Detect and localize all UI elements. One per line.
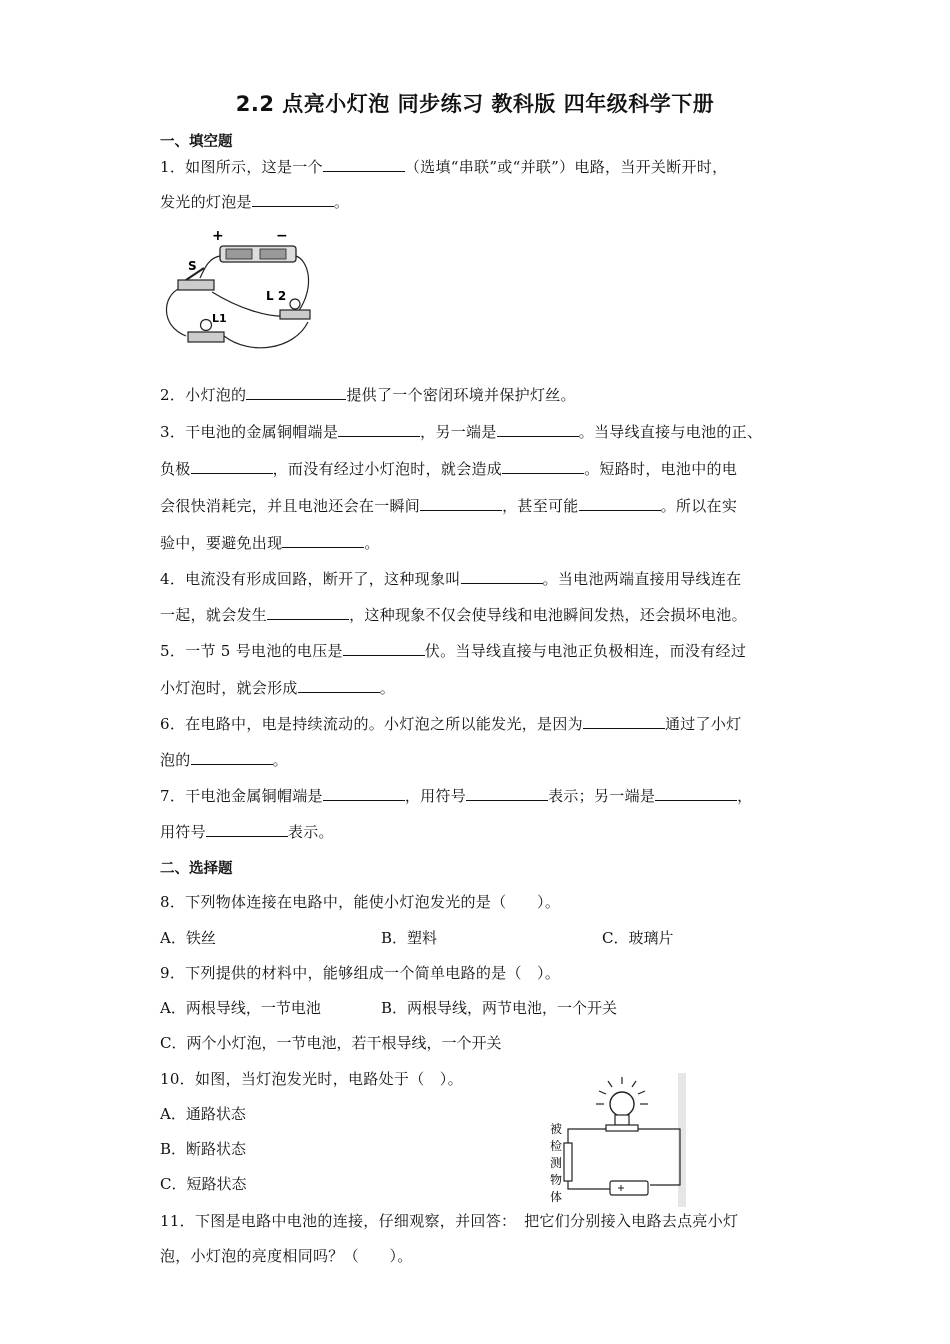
- bulb-holder-icon: [188, 332, 224, 342]
- q7-text: ，: [737, 787, 753, 805]
- answer-blank[interactable]: [191, 752, 273, 765]
- q9-option-b[interactable]: B．两根导线，两节电池，一个开关: [381, 999, 618, 1017]
- q2-text-b: 提供了一个密闭环境并保护灯丝。: [346, 386, 576, 404]
- q7-text: 表示。: [287, 823, 334, 841]
- question-1-line-1: [160, 156, 727, 177]
- minus-label: −: [276, 228, 288, 244]
- question-9-stem: 9．下列提供的材料中，能够组成一个简单电路的是（ ）。: [160, 964, 561, 982]
- tested-object-label: 检: [550, 1139, 563, 1153]
- q3-text: ，甚至可能: [502, 497, 579, 515]
- answer-blank[interactable]: [323, 159, 405, 172]
- bulb-l1-label: L1: [212, 312, 227, 325]
- answer-blank[interactable]: [343, 643, 425, 656]
- bulb-l1-icon: [201, 320, 212, 331]
- q5-text: 5．一节 5 号电池的电压是: [160, 642, 343, 660]
- answer-blank[interactable]: [420, 498, 502, 511]
- question-5-line-2: [160, 677, 395, 698]
- q7-text: ，用符号: [404, 787, 467, 805]
- q9-option-c[interactable]: C．两个小灯泡，一节电池，若干根导线，一个开关: [160, 1034, 502, 1052]
- section-heading-choice: 二、选择题: [160, 861, 233, 877]
- question-5-line-1: [160, 640, 746, 661]
- series-circuit-figure: [158, 226, 320, 354]
- answer-blank[interactable]: [502, 461, 584, 474]
- question-3-line-2: [160, 458, 737, 479]
- question-7-line-2: [160, 821, 334, 842]
- question-10-stem: 10．如图，当灯泡发光时，电路处于（ ）。: [160, 1070, 463, 1088]
- q4-text: 4．电流没有形成回路，断开了，这种现象叫: [160, 570, 461, 588]
- wire: [200, 256, 220, 278]
- q7-text: 表示；另一端是: [548, 787, 656, 805]
- answer-blank[interactable]: [323, 788, 405, 801]
- q1-text-c: 发光的灯泡是: [160, 193, 252, 211]
- q8-option-a[interactable]: A．铁丝: [160, 929, 216, 947]
- q3-text: 。所以在实: [660, 497, 738, 515]
- wire: [166, 288, 186, 336]
- bulb-socket-icon: [615, 1115, 629, 1125]
- q10-option-c[interactable]: C．短路状态: [160, 1175, 247, 1193]
- answer-blank[interactable]: [282, 535, 364, 548]
- bulb-l2-icon: [290, 299, 300, 309]
- bulb-holder-icon: [606, 1125, 638, 1131]
- question-6-line-1: [160, 713, 741, 734]
- switch-label: S: [188, 259, 197, 273]
- q5-text: 伏。当导线直接与电池正负极相连，而没有经过: [424, 642, 747, 660]
- q3-text: 负极: [160, 460, 191, 478]
- q5-text: 。: [379, 679, 396, 697]
- q6-text: 泡的: [160, 751, 191, 769]
- tested-object-label: 物: [550, 1173, 563, 1187]
- q7-text: 7．干电池金属铜帽端是: [160, 787, 323, 805]
- wire: [224, 322, 308, 348]
- question-6-line-2: [160, 749, 288, 770]
- battery-icon: [610, 1181, 648, 1195]
- tested-object-label: 被: [550, 1122, 563, 1136]
- answer-blank[interactable]: [252, 194, 334, 207]
- tested-object-icon: [564, 1143, 572, 1181]
- q3-text: 会很快消耗完，并且电池还会在一瞬间: [160, 497, 421, 515]
- q6-text: 通过了小灯: [664, 715, 742, 733]
- wire: [638, 1129, 680, 1185]
- image-edge-shadow: [678, 1073, 686, 1207]
- q6-text: 6．在电路中，电是持续流动的。小灯泡之所以能发光，是因为: [160, 715, 583, 733]
- question-3-line-3: [160, 495, 737, 516]
- battery-icon: [226, 249, 252, 259]
- question-8-stem: 8．下列物体连接在电路中，能使小灯泡发光的是（ ）。: [160, 893, 561, 911]
- tested-object-label: 测: [550, 1156, 563, 1170]
- q1-text-b: （选填“串联”或“并联”）电路，当开关断开时，: [404, 158, 728, 176]
- battery-icon: [260, 249, 286, 259]
- question-4-line-2: [160, 604, 747, 625]
- bulb-holder-icon: [280, 310, 310, 319]
- q3-text: ，另一端是: [420, 423, 497, 441]
- switch-base-icon: [178, 280, 214, 290]
- answer-blank[interactable]: [191, 461, 273, 474]
- answer-blank[interactable]: [461, 571, 543, 584]
- q4-text: 。当电池两端直接用导线连在: [542, 570, 742, 588]
- q8-option-c[interactable]: C．玻璃片: [602, 929, 674, 947]
- question-4-line-1: [160, 568, 741, 589]
- page-title: 2.2 点亮小灯泡 同步练习 教科版 四年级科学下册: [235, 92, 715, 116]
- answer-blank[interactable]: [338, 424, 420, 437]
- answer-blank[interactable]: [267, 607, 349, 620]
- answer-blank[interactable]: [579, 498, 661, 511]
- q3-text: 。: [364, 534, 380, 552]
- answer-blank[interactable]: [246, 387, 346, 400]
- q3-text: 验中，要避免出现: [160, 534, 283, 552]
- q3-text: 。当导线直接与电池的正、: [578, 423, 763, 441]
- section-heading-fill-in: 一、填空题: [160, 134, 233, 150]
- wire: [568, 1129, 606, 1143]
- answer-blank[interactable]: [583, 716, 665, 729]
- answer-blank[interactable]: [298, 680, 380, 693]
- question-11-line-1: 11．下图是电路中电池的连接，仔细观察，并回答： 把它们分别接入电路去点亮小灯: [160, 1212, 739, 1230]
- q1-text-d: 。: [333, 193, 350, 211]
- q5-text: 小灯泡时，就会形成: [160, 679, 298, 697]
- question-3-line-1: [160, 421, 762, 442]
- plus-label: +: [212, 228, 224, 244]
- q6-text: 。: [272, 751, 288, 769]
- question-1-line-2: [160, 191, 349, 212]
- q10-option-b[interactable]: B．断路状态: [160, 1140, 247, 1158]
- answer-blank[interactable]: [655, 788, 737, 801]
- q9-option-a[interactable]: A．两根导线，一节电池: [160, 999, 321, 1017]
- question-11-line-2: 泡，小灯泡的亮度相同吗？（ ）。: [160, 1247, 413, 1265]
- q8-option-b[interactable]: B．塑料: [381, 929, 438, 947]
- question-7-line-1: [160, 785, 752, 806]
- q4-text: 一起，就会发生: [160, 606, 268, 624]
- question-2: [160, 384, 576, 405]
- q4-text: ，这种现象不仅会使导线和电池瞬间发热，还会损坏电池。: [349, 606, 747, 624]
- question-3-line-4: [160, 532, 380, 553]
- q3-text: ，而没有经过小灯泡时，就会造成: [272, 460, 503, 478]
- q3-text: 3．干电池的金属铜帽端是: [160, 423, 339, 441]
- answer-blank[interactable]: [466, 788, 548, 801]
- q7-text: 用符号: [160, 823, 206, 841]
- q10-option-a[interactable]: A．通路状态: [160, 1105, 246, 1123]
- q3-text: 。短路时，电池中的电: [584, 460, 738, 478]
- q2-text-a: 2．小灯泡的: [160, 386, 247, 404]
- circuit-test-figure: [544, 1073, 690, 1207]
- answer-blank[interactable]: [206, 824, 288, 837]
- bulb-icon: [610, 1092, 634, 1116]
- tested-object-label: 体: [550, 1190, 563, 1204]
- q1-text-a: 1．如图所示，这是一个: [160, 158, 323, 176]
- wire: [568, 1181, 610, 1189]
- answer-blank[interactable]: [497, 424, 579, 437]
- bulb-l2-label: L 2: [266, 289, 287, 303]
